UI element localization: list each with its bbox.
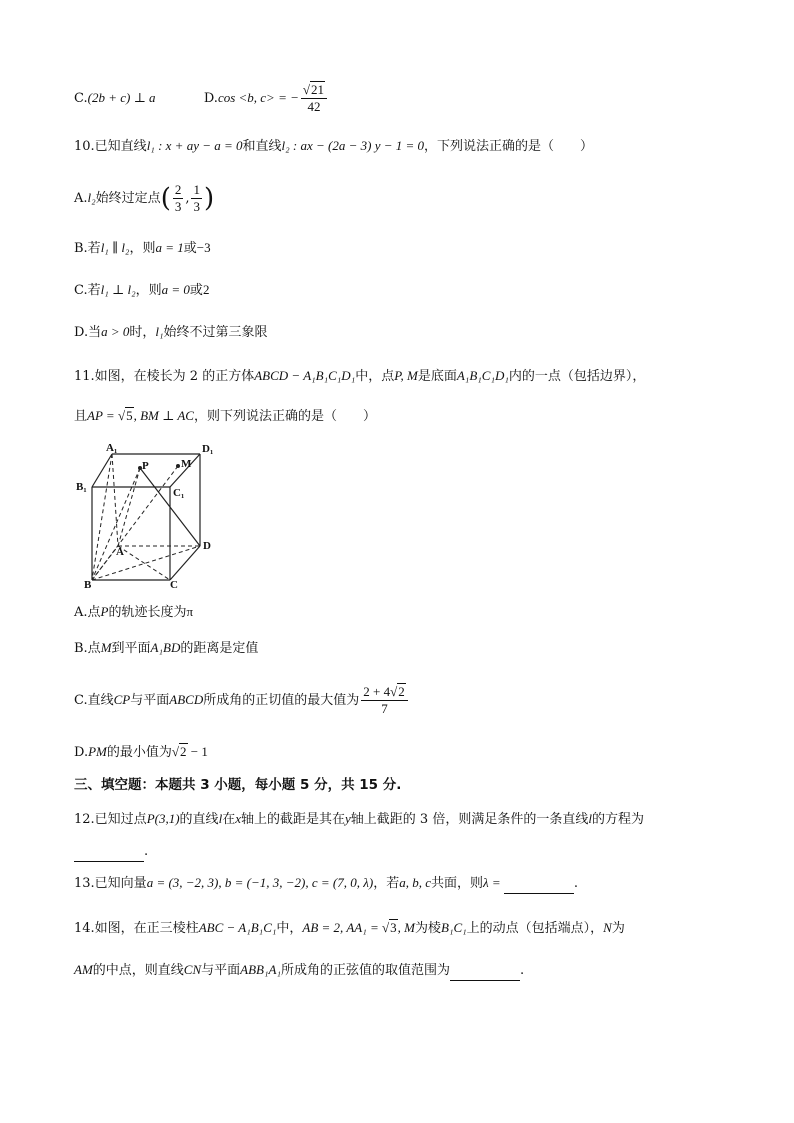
- q10-option-d-cond: a > 0: [101, 324, 130, 339]
- q12-stem-text: 轴上的截距是其在: [240, 812, 345, 827]
- q11-stem-text: 中，点: [355, 369, 395, 384]
- line-p-a: [118, 468, 140, 546]
- line-b-d: [92, 546, 200, 580]
- q12-answer-line: [74, 842, 148, 862]
- q14-edge: B₁C₁: [441, 920, 467, 935]
- q11-option-c: [74, 684, 410, 717]
- label-c: C: [170, 579, 178, 590]
- q11-cond-sqrt: 5: [126, 408, 133, 423]
- q11-face: A₁B₁C₁D₁: [456, 368, 509, 383]
- q10-stem-text: 10.已知直线: [74, 139, 147, 154]
- q10-option-b-text: ，则: [129, 241, 156, 256]
- label-m: M: [181, 458, 192, 470]
- q9-option-d-label: D.: [203, 91, 218, 106]
- label-p: P: [142, 460, 149, 472]
- q14-stem-text: 为棱: [414, 921, 441, 936]
- q10-stem-text: ，下列说法正确的是（ ）: [424, 139, 594, 154]
- q12-stem-text: 12.已知过点: [74, 812, 147, 827]
- q14-stem-text: 为: [611, 921, 625, 936]
- q11-stem-text: 11.如图，在棱长为 2 的正方体: [74, 369, 255, 384]
- line-a-c: [118, 546, 170, 580]
- q11-cond: AP =: [87, 408, 118, 423]
- q10-option-c-text: 或: [189, 283, 203, 298]
- q9-option-d-sqrt: 21: [311, 82, 325, 97]
- label-a1: A₁: [106, 442, 118, 454]
- q13-end: .: [573, 876, 579, 891]
- q11-option-b: [74, 638, 258, 659]
- q12-y: y: [345, 811, 351, 826]
- q14-stem-text: 与平面: [201, 963, 241, 978]
- q13-stem-text: ，若: [373, 876, 400, 891]
- q11-option-b-m: M: [100, 640, 112, 655]
- q11-stem-text: ，则下列说法正确的是（ ）: [193, 409, 376, 424]
- q14-answer-blank[interactable]: [450, 966, 520, 981]
- q14-cond: , M: [397, 920, 415, 935]
- q11-option-d-sqrt: 2: [180, 744, 187, 759]
- q11-cube: ABCD − A₁B₁C₁D₁: [254, 368, 356, 383]
- q10-option-d-text: 始终不过第三象限: [163, 325, 268, 340]
- q13-lambda: λ =: [483, 875, 504, 890]
- q10-option-c: [74, 280, 209, 301]
- q11-cond: , BM ⊥ AC: [133, 408, 194, 423]
- q11-option-b-text: 到平面: [111, 641, 151, 656]
- q12-answer-blank[interactable]: [74, 847, 144, 862]
- q11-option-b-plane: A₁BD: [150, 640, 181, 655]
- q12-end: .: [144, 844, 149, 859]
- q14-stem-text: 中，: [276, 921, 303, 936]
- q10-option-d: [74, 322, 268, 343]
- q11-option-c-text: 与平面: [130, 693, 170, 708]
- q12-stem-text: 的直线: [179, 812, 219, 827]
- q11-option-c-den: 7: [381, 701, 388, 716]
- q14-cond: AB = 2, AA₁ =: [302, 920, 382, 935]
- q12-x: x: [235, 811, 241, 826]
- line-m-b: [92, 466, 178, 580]
- line-p-b: [92, 468, 140, 580]
- q11-stem-line2: 且AP = √5, BM ⊥ AC，则下列说法正确的是（ ）: [74, 408, 376, 424]
- q10-option-a-frac2-den: 3: [193, 199, 200, 214]
- q14-am: AM: [74, 962, 93, 977]
- q10-option-b-cond: l₁ ∥ l₂: [100, 240, 130, 255]
- q12-stem-text: 在: [222, 812, 236, 827]
- q10-option-d-l1: l₁: [155, 324, 164, 339]
- q10-stem: [74, 136, 593, 157]
- q14-stem-line2: [74, 960, 524, 981]
- q11-option-d-text: 的最小值为: [106, 745, 172, 760]
- q10-l2-equation: l₂ : ax − (2a − 3) y − 1 = 0: [281, 138, 425, 153]
- edge-c-d: [170, 546, 200, 580]
- q10-option-d-text: 时，: [129, 325, 156, 340]
- section-3-heading: 三、填空题：本题共 3 小题，每小题 5 分，共 15 分.: [74, 777, 402, 793]
- q11-option-c-plane: ABCD: [169, 692, 204, 707]
- q11-option-d-pm: PM: [88, 744, 107, 759]
- q14-stem-text: 14.如图，在正三棱柱: [74, 921, 199, 936]
- line-a1-b: [92, 454, 112, 580]
- q9-option-c-label: C.: [74, 91, 88, 106]
- label-c1: C₁: [173, 487, 185, 499]
- q10-option-a-text: 始终过定点: [95, 191, 161, 206]
- q10-option-a-frac1-num: 2: [174, 182, 182, 197]
- q14-cond-sqrt: 3: [390, 920, 397, 935]
- q11-option-c-text: C.直线: [74, 693, 114, 708]
- q10-option-b-val2: −3: [196, 240, 211, 255]
- q10-option-a-label: A.: [74, 191, 88, 206]
- q11-option-d-rest: − 1: [187, 744, 208, 759]
- q11-option-c-fraction: $\frac{2 + 4√2}{7}$: [361, 684, 407, 717]
- q11-stem-text: 是底面: [417, 369, 457, 384]
- edge-a1-a: [112, 454, 118, 546]
- q12-line-l: l: [218, 811, 223, 826]
- q14-stem-text: 的中点，则直线: [92, 963, 184, 978]
- q11-stem-text: 且: [74, 409, 88, 424]
- q10-option-d-text: D.当: [74, 325, 102, 340]
- q9-options-cd: [74, 82, 329, 115]
- q9-option-d-expr: cos <b, c> = −: [217, 90, 299, 105]
- q13-stem-text: 共面，则: [431, 876, 484, 891]
- q12-stem-text: 轴上截距的 3 倍，则满足条件的一条直线: [350, 812, 589, 827]
- q13-stem-text: 13.已知向量: [74, 876, 147, 891]
- q10-option-a: A.l₂始终过定点( $\frac{2}{3}$ , $\frac{1}{3}$ ): [74, 182, 215, 214]
- q10-option-b: [74, 238, 211, 259]
- q11-option-d-text: D.: [74, 745, 89, 760]
- q11-option-a-p: P: [100, 604, 109, 619]
- q12-stem-text: 的方程为: [591, 812, 644, 827]
- q12-stem: [74, 809, 644, 830]
- label-d1: D₁: [202, 443, 214, 455]
- q12-point: P(3,1): [146, 811, 180, 826]
- q11-option-a-text: 的轨迹长度为: [108, 605, 187, 620]
- q11-option-b-text: 的距离是定值: [180, 641, 259, 656]
- q14-stem-text: 上的动点（包括端点），: [466, 921, 604, 936]
- q13-abc: a, b, c: [399, 875, 431, 890]
- q9-option-d-den: 42: [307, 99, 321, 114]
- q14-stem-line1: 14.如图，在正三棱柱ABC − A₁B₁C₁中，AB = 2, AA₁ = √3, M为棱B₁C₁上的动点（包括端点），N为: [74, 920, 625, 936]
- label-b: B: [84, 579, 92, 590]
- q14-cn: CN: [183, 962, 202, 977]
- q10-option-c-text: C.若: [74, 283, 101, 298]
- q10-option-a-frac2-num: 1: [193, 182, 200, 197]
- q10-option-b-val: a = 1: [155, 240, 184, 255]
- label-d: D: [203, 540, 211, 552]
- q10-option-b-text: B.若: [74, 241, 101, 256]
- label-b1: B₁: [76, 481, 87, 493]
- q11-option-a-text: A.点: [74, 605, 101, 620]
- q11-option-c-text: 所成角的正切值的最大值为: [203, 693, 360, 708]
- q12-line-l: l: [588, 811, 592, 826]
- q14-n: N: [603, 920, 612, 935]
- q11-stem-text: 内的一点（包括边界），: [508, 369, 646, 384]
- q11-option-a-pi: π: [186, 604, 194, 619]
- q14-plane: ABB₁A₁: [240, 962, 281, 977]
- label-a: A: [116, 546, 124, 558]
- q10-option-c-cond: l₁ ⊥ l₂: [100, 282, 136, 297]
- q10-option-a-frac1-den: 3: [174, 199, 182, 214]
- q13-answer-blank[interactable]: [504, 879, 574, 894]
- q11-option-b-text: B.点: [74, 641, 101, 656]
- q10-option-a-l2: l₂: [87, 190, 96, 205]
- point-m: [176, 464, 180, 468]
- q11-option-d: D.PM的最小值为√2 − 1: [74, 744, 208, 760]
- q11-option-c-num-sqrt: 2: [398, 684, 405, 699]
- q10-l1-equation: l₁ : x + ay − a = 0: [146, 138, 243, 153]
- q13-stem: [74, 873, 578, 894]
- q14-end: .: [519, 963, 525, 978]
- q11-points: P, M: [394, 368, 418, 383]
- q10-option-b-text: 或: [183, 241, 197, 256]
- q14-prism: ABC − A₁B₁C₁: [198, 920, 277, 935]
- q11-stem-line1: [74, 366, 645, 387]
- q10-stem-text: 和直线: [242, 139, 282, 154]
- q10-option-c-val: a = 0: [161, 282, 190, 297]
- q10-option-c-text: ，则: [135, 283, 162, 298]
- q11-option-a: [74, 602, 193, 623]
- q13-vectors: a = (3, −2, 3), b = (−1, 3, −2), c = (7, 0, λ): [146, 875, 374, 890]
- q10-option-c-val2: 2: [202, 282, 210, 297]
- q14-stem-text: 所成角的正弦值的取值范围为: [280, 963, 450, 978]
- q11-option-c-line: CP: [113, 692, 131, 707]
- q9-option-c-expr: (2b + c) ⊥ a: [87, 90, 156, 105]
- q11-cube-figure: [70, 442, 230, 590]
- q9-option-d-fraction: $\frac{√21}{42}$: [301, 82, 327, 115]
- q11-option-c-num: 2 + 4: [363, 684, 391, 699]
